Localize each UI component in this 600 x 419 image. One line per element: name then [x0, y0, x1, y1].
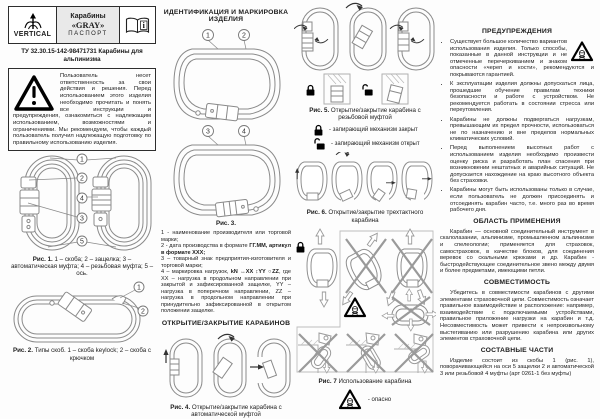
- open-padlock-icon: [314, 138, 326, 150]
- components-title: СОСТАВНЫЕ ЧАСТИ: [480, 346, 554, 354]
- fig3b-marking-drawing: [160, 123, 292, 219]
- exclamation-triangle-icon: [13, 74, 55, 112]
- fig7-caption: Рис. 7 Использование карабина: [318, 377, 412, 385]
- product-title-cell: [56, 6, 120, 44]
- fig1-callout-1: 1: [80, 156, 84, 164]
- closed-padlock-icon: [314, 124, 324, 136]
- column-left: [8, 6, 156, 365]
- fig5-screwlock-sequence-drawing: [294, 2, 436, 106]
- warning-item: • Карабины могут быть использованы только в случае, если пользователь не должен присоединять и отсоединять карабин часто, т.е. много раз во время рабочего дня.: [450, 187, 594, 213]
- identification-title: ИДЕНТИФИКАЦИЯ И МАРКИРОВКА ИЗДЕЛИЯ: [163, 9, 289, 23]
- application-title: ОБЛАСТЬ ПРИМЕНЕНИЯ: [473, 217, 561, 225]
- fig1-callout-2: 2: [80, 175, 84, 183]
- fig2-gate-types-drawing: [8, 280, 156, 346]
- fig3-callout-1: 1: [206, 32, 210, 40]
- tu-standard-line: ТУ 32.30.15-142-98471731 Карабины для альпинизма: [21, 48, 143, 63]
- fig1-callout-4: 4: [80, 195, 84, 203]
- warning-item: • Существует большое количество вариантов использования изделия. Только способы, показанные в данной инструкции и не отмеченные перечеркиванием и знаком опасности «череп и кости», рекомендуются и покрываются гарантией.: [450, 39, 594, 79]
- user-responsibility-text: Пользователь несет ответственность за свои действия и решения. Перед использованием этого изделия необходимо прочитать и понять все инструкции и предупреждения, ознакомиться с надлежащим использованием, возможностями и ограничениями. Мы рекомендуем, чтобы каждый пользователь получил надлежащую подготовку по правильному использованию изделия.: [13, 73, 151, 147]
- manual-icon-cell: [119, 6, 156, 44]
- fig7-wrong-tilted: [339, 231, 386, 307]
- compatibility-title: СОВМЕСТИМОСТЬ: [483, 279, 551, 286]
- compatibility-text: Убедитесь в совместимости карабинов с другими элементами страховочной цепи. Совместимость означает правильное взаимодействие и расположение: например, взаимодействие с подключаемыми устройствами, правильное приложение нагрузки на карабин и т.д. Несовместимость может привести к непроизвольному выстегиванию или разрушению карабина или других элементов страховочной цепи.: [440, 290, 594, 343]
- legend-item-2: 2 - дата производства в формате ГГ.ММ, артикул в формате XXX;: [161, 243, 291, 256]
- legend-item-1: 1 - наименование производителя или торговой марки;: [161, 230, 291, 243]
- product-name: Карабины: [70, 12, 106, 20]
- document-header: [8, 6, 156, 44]
- fig7-correct-use: [297, 229, 337, 307]
- legend-item-3: 3 – товарный знак предприятия-изготовителя и торговой марки;: [161, 256, 291, 269]
- fig1-caption: Рис. 1. 1 – скоба; 2 – защелка; 3 – автоматическая муфта; 4 – резьбовая муфта; 5 – ось.: [10, 255, 154, 278]
- lock-closed-label: - запирающий механизм закрыт: [329, 127, 418, 134]
- open-close-title: ОТКРЫТИЕ/ЗАКРЫТИЕ КАРАБИНОВ: [161, 319, 291, 327]
- doc-type: ПАСПОРТ: [68, 30, 108, 37]
- fig3a-marking-drawing: [160, 27, 292, 123]
- fig1-carabiner-parts-drawing: [8, 151, 156, 255]
- fig5-caption: Рис. 5. Открытие/закрытие карабина с резьбовой муфтой: [309, 107, 421, 122]
- column-text: [440, 6, 594, 382]
- column-identification: [160, 4, 292, 419]
- fig3-callout-3: 3: [206, 128, 210, 136]
- warnings-list: [440, 39, 594, 214]
- fig7-usage-drawing: [294, 227, 436, 377]
- fig3-callout-4: 4: [242, 128, 246, 136]
- application-text: Карабин — основной соединительный инструмент в скалолазании, альпинизме, промышленном альпинизме и спелеологии; применяется для страховок, самостраховок, в качестве блоков, для соединения веревок со скальными крюками и др. Карабин - быстродействующее соединительное звено между двумя и более предметами, имеющими петли.: [440, 228, 594, 275]
- vertical-tree-icon: [22, 13, 44, 30]
- column-figures: [294, 2, 436, 410]
- legend-item-4: 4 – маркировка нагрузок, kN ↔XX ↕YY ○ZZ, где XX – нагрузка в продольном направлении при закрытой и зафиксированной защелке, YY – нагрузка в поперечном направлении, ZZ – нагрузка в продольном направлении при принудительно зафиксированной в открытом положении защелке.: [161, 269, 291, 315]
- fig3-caption: Рис. 3.: [216, 220, 236, 227]
- warning-item: • К эксплуатации изделия должны допускаться лица, прошедшие обучение правилам техники безопасности и работе с устройством. Не рекомендуется работать в состоянии стресса или переутомления.: [450, 81, 594, 114]
- lock-open-legend: [314, 138, 436, 150]
- warning-item: • Перед выполнением высотных работ с использованием изделия необходимо произвести оценку риска и разработать план спасения при возникновении нештатных и аварийных ситуаций. Не допускается нахождение на краю высотного объекта без страховки.: [450, 145, 594, 185]
- danger-label: - опасно: [367, 396, 392, 403]
- svg-text:i: i: [142, 20, 145, 30]
- fig4-autolock-sequence-drawing: [160, 331, 292, 403]
- product-model: «GRAY»: [71, 19, 105, 30]
- fig7-wrong-edge-3: [394, 334, 433, 373]
- user-responsibility-warning-box: [8, 68, 156, 151]
- components-text: Изделие состоит из скобы 1 (рис. 1), поворачивающейся на оси 5 защелки 2 и автоматической 3 или резьбовой 4 муфты (арт 0261-1 без муфты): [440, 357, 594, 377]
- fig6-threestage-sequence-drawing: [294, 152, 436, 208]
- fig3-callout-2: 2: [242, 32, 246, 40]
- skull-triangle-icon-small: [571, 41, 594, 62]
- danger-triangle-icon: [339, 389, 362, 410]
- lock-open-label: - запирающий механизм открыт: [331, 141, 420, 148]
- fig6-caption: Рис. 6. Открытие/закрытие трехтактного карабина: [306, 209, 424, 224]
- warnings-title: ПРЕДУПРЕЖДЕНИЯ: [481, 28, 553, 35]
- book-info-icon: [124, 16, 151, 35]
- fig2-callout-1: 1: [137, 284, 141, 292]
- fig4-caption: Рис. 4. Открытие/закрытие карабина с автоматической муфтой: [170, 403, 282, 418]
- fig7-wrong-edge-1: [298, 333, 337, 373]
- marking-legend: [161, 230, 291, 315]
- danger-legend: [294, 389, 436, 410]
- fig2-callout-2: 2: [141, 308, 145, 316]
- fig1-callout-3: 3: [80, 215, 84, 223]
- brand-name: VERTICAL: [13, 30, 52, 38]
- brand-logo-cell: [8, 6, 57, 44]
- warning-item: • Карабины не должны подвергаться нагрузкам, превышающим их предел прочности, использоваться не по назначению и вне пределов нормальных климатических условий.: [450, 117, 594, 143]
- fig2-caption: Рис. 2. Типы скоб. 1 – скоба keylock; 2 – скоба с крючком: [12, 347, 152, 362]
- fig1-callout-5: 5: [80, 238, 84, 246]
- lock-closed-legend: [314, 124, 436, 136]
- fig7-wrong-edge-2: [346, 333, 385, 373]
